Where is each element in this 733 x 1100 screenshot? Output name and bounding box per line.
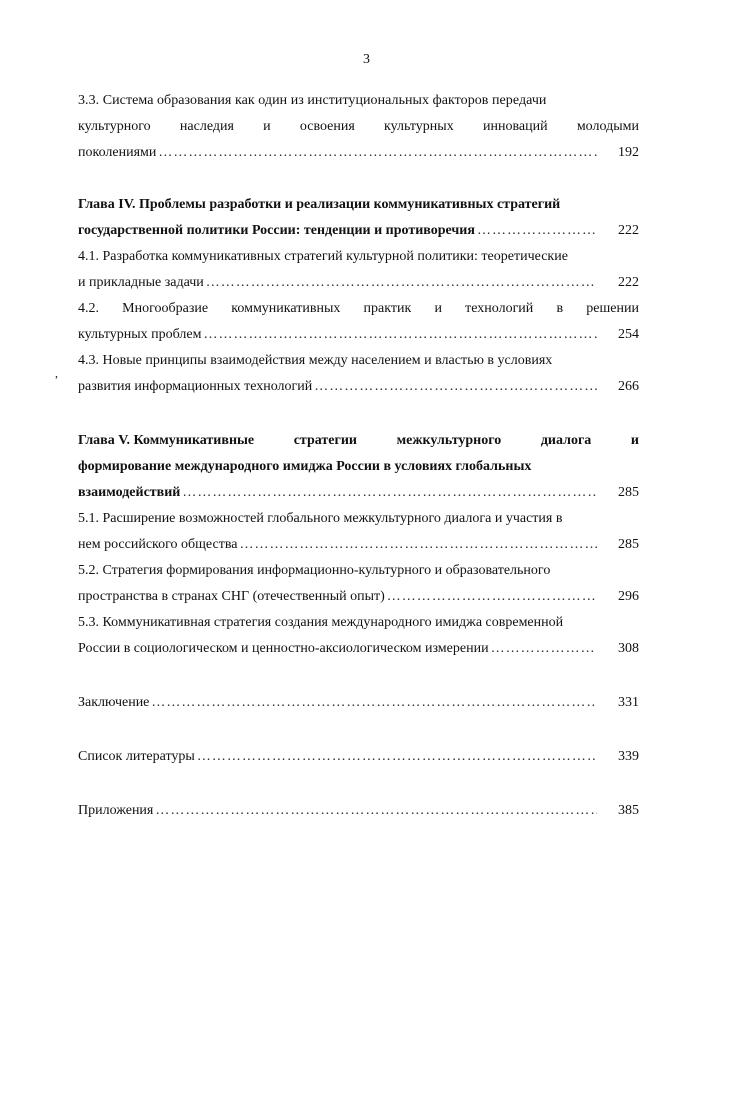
word: культурных	[384, 119, 454, 134]
word: и	[434, 301, 442, 316]
dot-leader	[155, 798, 597, 824]
toc-line-conclusion	[78, 690, 639, 716]
word: культурного	[78, 119, 151, 134]
toc-entry-text: Список литературы	[78, 749, 195, 764]
toc-entry-text: 5.1. Расширение возможностей глобального межкультурного диалога и участия в	[78, 511, 563, 526]
word: освоения	[299, 119, 355, 134]
toc-line	[78, 506, 639, 532]
page-number: 3	[363, 52, 370, 67]
dot-leader	[491, 636, 597, 662]
dot-leader	[151, 690, 597, 716]
word: практик	[363, 301, 412, 316]
chapter-heading	[78, 480, 639, 506]
page-ref: 339	[618, 749, 639, 764]
toc-entry-text: и прикладные задачи	[78, 275, 204, 290]
word: молодыми	[576, 119, 639, 134]
toc-line	[78, 88, 639, 114]
word: коммуникативных	[231, 301, 341, 316]
page-ref: 192	[618, 145, 639, 160]
word: диалога	[540, 433, 592, 448]
table-of-contents	[78, 88, 639, 824]
toc-line	[78, 532, 639, 558]
toc-entry-text: 4.1. Разработка коммуникативных стратегий культурной политики: теоретические	[78, 249, 568, 264]
word: Глава V. Коммуникативные	[78, 433, 255, 448]
toc-entry-text: 5.2. Стратегия формирования информационно-культурного и образовательного	[78, 563, 551, 578]
dot-leader	[314, 374, 597, 400]
toc-line-justified	[78, 114, 639, 140]
toc-line	[78, 584, 639, 610]
toc-line-appendices	[78, 798, 639, 824]
toc-entry-text: 5.3. Коммуникативная стратегия создания международного имиджа современной	[78, 615, 564, 630]
word: стратегии	[293, 433, 357, 448]
word: Многообразие	[122, 301, 209, 316]
toc-line-justified	[78, 296, 639, 322]
chapter-heading	[78, 218, 639, 244]
page-ref: 222	[618, 275, 639, 290]
chapter-heading	[78, 428, 639, 454]
toc-line	[78, 348, 639, 374]
word: инноваций	[482, 119, 548, 134]
toc-entry-text: Заключение	[78, 695, 150, 710]
toc-entry-text: нем российского общества	[78, 537, 238, 552]
toc-line-references	[78, 744, 639, 770]
dot-leader	[206, 270, 597, 296]
toc-line	[78, 374, 639, 400]
dot-leader	[182, 480, 597, 506]
toc-line	[78, 558, 639, 584]
toc-line	[78, 322, 639, 348]
word: решении	[586, 301, 639, 316]
toc-entry-text: культурных проблем	[78, 327, 202, 342]
toc-entry-text: развития информационных технологий	[78, 379, 313, 394]
word: наследия	[179, 119, 234, 134]
toc-entry-text: пространства в странах СНГ (отечественный опыт)	[78, 589, 385, 604]
toc-entry-text: России в социологическом и ценностно-аксиологическом измерении	[78, 641, 489, 656]
toc-entry-text: взаимодействий	[78, 485, 181, 500]
page-ref: 331	[618, 695, 639, 710]
page-ref: 385	[618, 803, 639, 818]
toc-entry-text: 4.3. Новые принципы взаимодействия между населением и властью в условиях	[78, 353, 553, 368]
chapter-heading	[78, 192, 639, 218]
dot-leader	[158, 140, 597, 166]
word: межкультурного	[396, 433, 502, 448]
toc-entry-text: государственной политики России: тенденции и противоречия	[78, 223, 475, 238]
page-ref: 266	[618, 379, 639, 394]
word: и	[263, 119, 271, 134]
page-ref: 296	[618, 589, 639, 604]
page-ref: 254	[618, 327, 639, 342]
word: и	[630, 433, 639, 448]
stray-mark: ,	[55, 366, 58, 380]
page-ref: 308	[618, 641, 639, 656]
dot-leader	[203, 322, 597, 348]
dot-leader	[239, 532, 597, 558]
toc-line	[78, 610, 639, 636]
word: в	[556, 301, 564, 316]
toc-entry-text: формирование международного имиджа России в условиях глобальных	[78, 459, 532, 474]
toc-entry-text: Приложения	[78, 803, 154, 818]
dot-leader	[477, 218, 597, 244]
dot-leader	[197, 744, 597, 770]
toc-line	[78, 140, 639, 166]
dot-leader	[387, 584, 597, 610]
toc-entry-text: 3.3. Система образования как один из институциональных факторов передачи	[78, 93, 547, 108]
page-ref: 222	[618, 223, 639, 238]
toc-entry-text: Глава IV. Проблемы разработки и реализации коммуникативных стратегий	[78, 197, 561, 212]
toc-entry-text: поколениями	[78, 145, 157, 160]
word: технологий	[465, 301, 534, 316]
chapter-heading	[78, 454, 639, 480]
page-ref: 285	[618, 537, 639, 552]
toc-line	[78, 636, 639, 662]
page-ref: 285	[618, 485, 639, 500]
toc-line	[78, 270, 639, 296]
word: 4.2.	[78, 301, 99, 316]
toc-line	[78, 244, 639, 270]
